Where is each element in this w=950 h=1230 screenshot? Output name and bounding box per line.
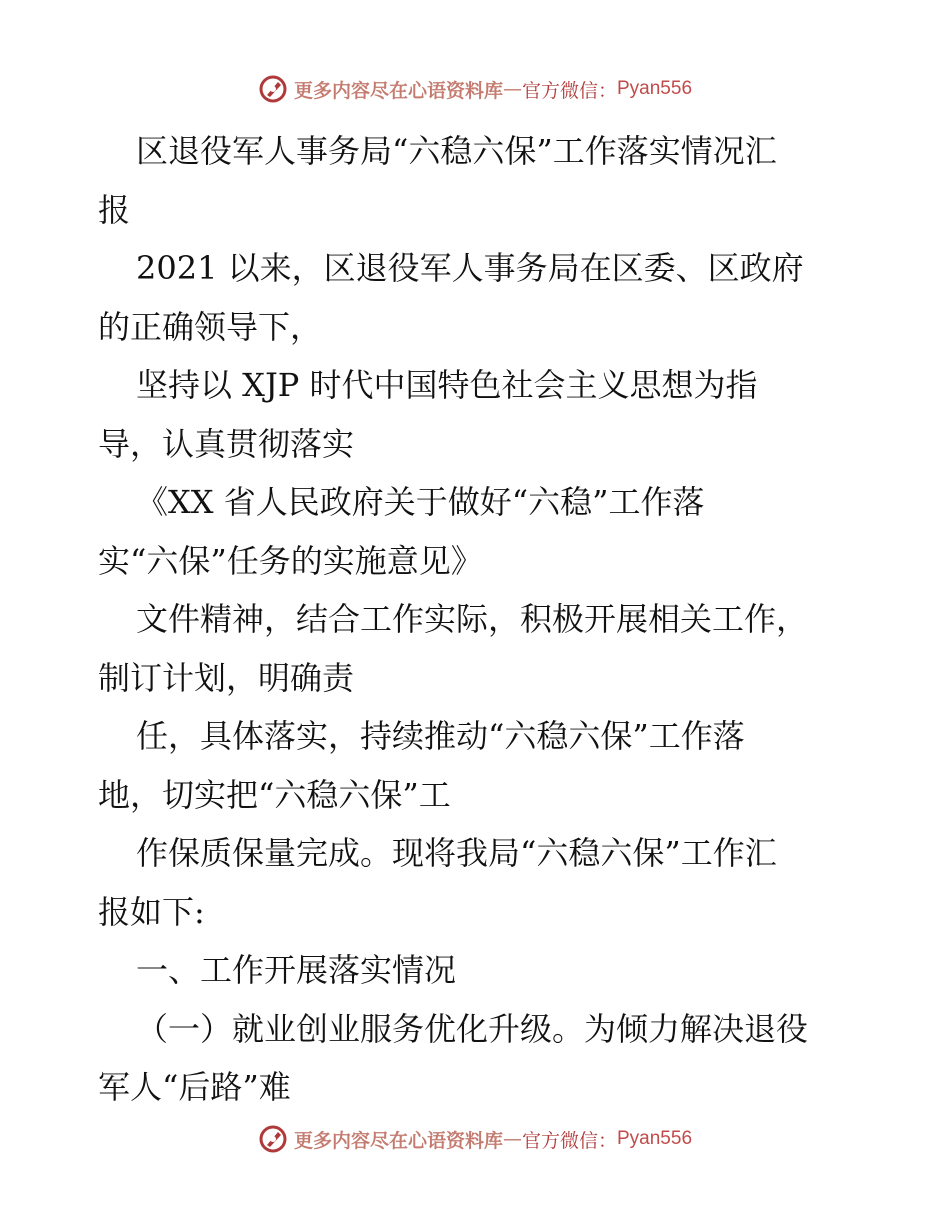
watermark-wechat-label: 官方微信：	[521, 1129, 617, 1152]
text-line: 报如下:	[98, 892, 205, 931]
text-line: 的正确领导下，	[98, 307, 323, 346]
document-body	[98, 122, 878, 1117]
text-line: （一）就业创业服务优化升级。为倾力解决退役	[136, 1009, 809, 1048]
text-line: 地，切实把“六稳六保”工	[98, 775, 451, 814]
watermark-wechat-label: 官方微信：	[521, 79, 617, 102]
text-line: 制订计划，明确责	[98, 658, 355, 697]
text-line: 区退役军人事务局“六稳六保”工作落实情况汇	[136, 132, 777, 170]
text-line: 《XX 省人民政府关于做好“六稳”工作落	[136, 483, 705, 521]
text-line: 导，认真贯彻落实	[98, 424, 355, 463]
text-line: 军人“后路”难	[98, 1068, 291, 1106]
watermark-dash: —	[502, 1128, 522, 1150]
watermark-wechat-id: Pyan556	[617, 78, 693, 99]
watermark-wechat-id: Pyan556	[617, 1128, 693, 1149]
watermark-dash: —	[502, 78, 522, 100]
text-line: 2021 以来，区退役军人事务局在区委、区政府	[136, 249, 804, 287]
watermark-site-name: 更多内容尽在心语资料库	[293, 79, 503, 102]
pen-logo-icon	[258, 1124, 288, 1154]
text-line: 报	[98, 190, 131, 229]
text-line: 坚持以 XJP 时代中国特色社会主义思想为指	[136, 366, 758, 404]
text-line: 文件精神，结合工作实际，积极开展相关工作，	[136, 600, 809, 638]
text-line: 任，具体落实，持续推动“六稳六保”工作落	[136, 717, 745, 755]
header-watermark	[0, 74, 950, 104]
text-line: 作保质保量完成。现将我局“六稳六保”工作汇	[136, 834, 777, 872]
watermark-site-name: 更多内容尽在心语资料库	[293, 1129, 503, 1152]
section-heading: 一、工作开展落实情况	[136, 951, 457, 989]
footer-watermark	[0, 1124, 950, 1154]
pen-logo-icon	[258, 74, 288, 104]
text-line: 实“六保”任务的实施意见》	[98, 541, 483, 580]
